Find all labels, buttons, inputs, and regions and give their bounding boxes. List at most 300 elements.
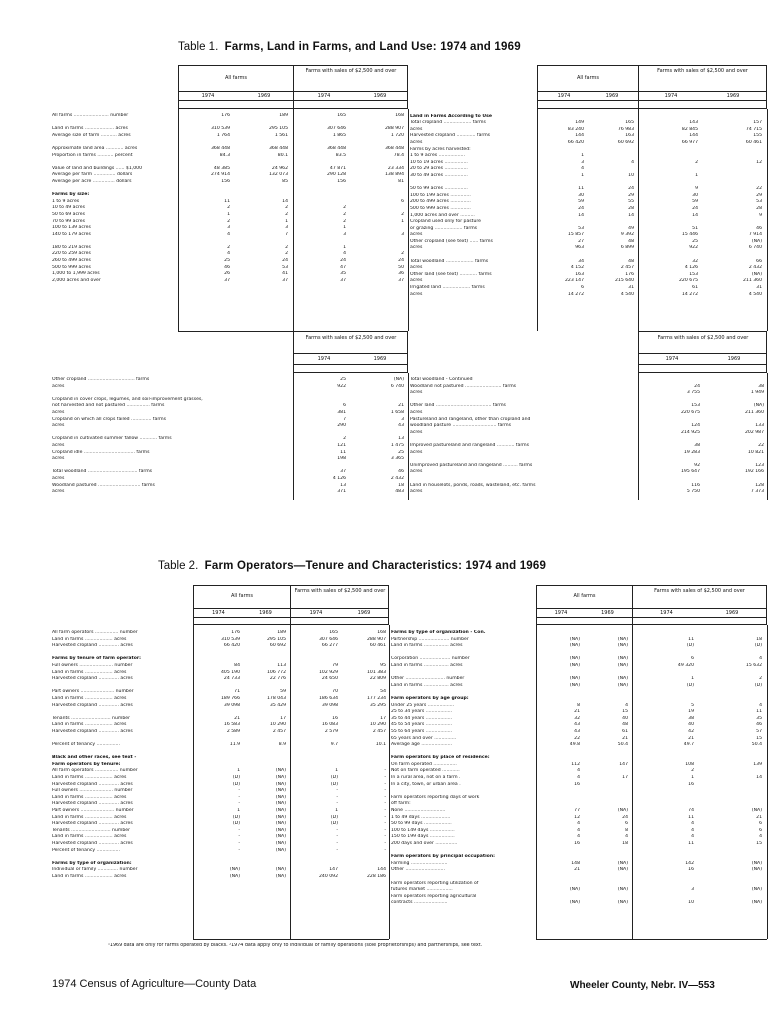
table-cell: 79 [332, 662, 338, 668]
table-cell: 6 [759, 821, 762, 827]
table-cell [636, 795, 694, 802]
table-cell: 47 871 [329, 165, 346, 171]
table-cell: Farm operators by age group: [391, 695, 469, 701]
table-cell: 25 [692, 238, 698, 244]
table-cell: Pastureland and rangeland, other than cropland and [410, 416, 531, 422]
table-cell: 60 692 [269, 643, 286, 649]
table-cell: Percent of tenancy ................ [52, 847, 120, 853]
table-cell: 155 [753, 133, 762, 139]
table-cell: 11 [688, 814, 694, 820]
table-cell: 124 [691, 423, 700, 429]
t2-right-col2 [584, 630, 628, 907]
table-cell: 132 073 [269, 172, 288, 178]
table-cell: Farm operators by principal occupation: [391, 854, 495, 860]
table-cell: Land in farms ................... acres [52, 834, 127, 840]
table-cell: (NA) [617, 656, 628, 662]
table-cell: 202 987 [745, 429, 764, 435]
table-cell: 37 [224, 277, 230, 283]
table-cell [52, 749, 192, 756]
table-cell: 220 675 [679, 278, 698, 284]
table-cell [340, 749, 386, 756]
table-cell [584, 801, 628, 808]
table-cell: 133 [755, 423, 764, 429]
table-cell: Farm operators by place of residence: [391, 755, 490, 761]
table-cell: (NA) [617, 643, 628, 649]
table-cell: 2 [759, 676, 762, 682]
table-cell: 24 [398, 258, 404, 264]
table-cell: Land in farms ................... acres [52, 669, 127, 675]
table-cell: Land in houselots, ponds, roads, wasteland, etc. farms [410, 482, 536, 488]
table-cell: (NA) [275, 814, 286, 820]
table-cell: acres [52, 456, 65, 462]
table-cell: 78.4 [393, 152, 404, 158]
table-cell: (NA) [275, 834, 286, 840]
table-cell: 2 [401, 211, 404, 217]
table-cell: 1 [691, 676, 694, 682]
table-cell [340, 755, 386, 762]
table-cell: - [336, 788, 338, 794]
table-cell: 116 [691, 482, 700, 488]
table-cell: (D) [330, 814, 338, 820]
table-cell: 4 [759, 656, 762, 662]
table-cell [636, 696, 694, 703]
table-cell [584, 650, 628, 657]
table-cell: 310 539 [221, 636, 240, 642]
table1-right-edge-r [767, 109, 768, 331]
table-cell [296, 397, 346, 404]
table-cell: 290 128 [327, 172, 346, 178]
table-cell: 211 360 [745, 409, 764, 415]
table-cell: 144 [575, 133, 584, 139]
table-cell [700, 854, 762, 861]
t2-year-a-sales: 1974 [309, 610, 323, 616]
table-cell: 22 809 [369, 676, 386, 682]
table-cell: 6 [581, 285, 584, 291]
table-cell [586, 107, 634, 114]
table-cell: 24 [628, 186, 634, 192]
table-cell [292, 861, 338, 868]
table-cell [350, 205, 404, 212]
table-cell [584, 881, 628, 888]
table-cell: Harvested cropland .............. acres [52, 728, 133, 734]
table-cell: 1 [237, 808, 240, 814]
table-cell: 240 092 [319, 873, 338, 879]
table-cell: 6 [401, 198, 404, 204]
t1-lower-left-rule2 [293, 364, 408, 365]
table-cell: 34 [578, 258, 584, 264]
table-cell: Average size of farm ........... acres [52, 132, 131, 138]
table-cell: Farming ......................... [391, 860, 448, 866]
table-cell [410, 397, 636, 404]
table-cell: 4 [691, 827, 694, 833]
table2-left-bottom [193, 939, 389, 940]
table-cell: Individual or family .............. number [52, 867, 138, 873]
table-cell: 11 [756, 709, 762, 715]
table-cell [242, 762, 286, 769]
table-cell: In a rural area, not on a farm . [391, 775, 461, 781]
table-cell: Tenants ........................... number [52, 827, 130, 833]
table-cell: 1 [237, 768, 240, 774]
table-cell: 16 [332, 715, 338, 721]
table-cell: 150 to 199 days ................. [391, 834, 455, 840]
table-cell [538, 689, 580, 696]
table-cell: (D) [754, 682, 762, 688]
table-cell: Not on farm operated ............ [391, 768, 460, 774]
table-cell: 8.9 [278, 742, 286, 748]
table-cell: futures market .................. [391, 887, 453, 893]
table-cell: (NA) [569, 900, 580, 906]
table-cell [296, 199, 346, 206]
table-cell [538, 881, 580, 888]
t2r-col-all-farms: All farms [573, 593, 596, 599]
table-cell: 37 [398, 277, 404, 283]
table-cell [296, 120, 346, 127]
table2-left-rule1 [193, 608, 389, 609]
table-cell: 14 272 [567, 291, 584, 297]
table-cell: 260 to 499 acres [52, 258, 91, 264]
table-cell: 101 383 [367, 669, 386, 675]
table-cell: 922 [689, 245, 698, 251]
table-cell: 21 [398, 403, 404, 409]
table-cell [538, 854, 580, 861]
t1-lower-left-labels [52, 377, 292, 496]
table-cell: (NA) [569, 643, 580, 649]
table-cell: 19 [688, 709, 694, 715]
table-cell: 295 105 [269, 126, 288, 132]
table2-title-prefix: Table 2. [158, 560, 199, 572]
table-cell: 307 646 [327, 126, 346, 132]
table-cell: not harvested and not pastured ................ farms [52, 403, 165, 409]
table-cell: 5 [691, 702, 694, 708]
table-cell: 11 [340, 449, 346, 455]
table-cell: 9 [695, 186, 698, 192]
table-cell [700, 696, 762, 703]
table-cell: 80.1 [277, 152, 288, 158]
table-cell: 71 [234, 689, 240, 695]
table-cell: 30 to 49 acres ................ [410, 172, 468, 178]
table1-title-main: Farms, Land in Farms, and Land Use: 1974 and 1969 [224, 41, 521, 53]
table-cell: 6 740 [390, 383, 404, 389]
table-cell: 3 [401, 231, 404, 237]
table-cell: 59 [280, 689, 286, 695]
table-cell [196, 656, 240, 663]
table1-right-divider [638, 65, 639, 331]
table-cell: - [336, 794, 338, 800]
table-cell: - [238, 847, 240, 853]
table-cell [234, 120, 288, 127]
table-cell [538, 650, 580, 657]
table-cell: 1 764 [216, 132, 230, 138]
table-cell: (D) [232, 814, 240, 820]
table-cell: 2 [227, 218, 230, 224]
table-cell: Land in farms ................... acres [52, 636, 127, 642]
table-cell: (NA) [753, 403, 764, 409]
table-cell [584, 689, 628, 696]
table-cell [340, 650, 386, 657]
table-cell: - [384, 821, 386, 827]
table-cell: 22 776 [269, 676, 286, 682]
table-cell: 28 [628, 205, 634, 211]
table-cell: - [336, 827, 338, 833]
t1r-col-sales: Farms with sales of $2,500 and over [657, 68, 748, 74]
table-cell: Part owners ....................... number [52, 808, 134, 814]
table-cell: 8 [625, 827, 628, 833]
table-cell [704, 456, 764, 463]
t2-right-labels [391, 630, 535, 907]
table-cell [584, 696, 628, 703]
table-cell: (D) [686, 643, 694, 649]
table-cell: Value of land and buildings ...... $1,000 [52, 165, 142, 171]
table-cell: 12 [574, 814, 580, 820]
table-cell [540, 219, 584, 226]
table-cell: 95 [380, 662, 386, 668]
table-cell: 139 [753, 761, 762, 767]
table-cell [292, 854, 338, 861]
table-cell: 8 [577, 702, 580, 708]
table-cell: (NA) [569, 636, 580, 642]
table-cell [700, 670, 762, 677]
table-cell: 31 [628, 285, 634, 291]
table-cell [410, 252, 536, 259]
table-cell: (NA) [275, 768, 286, 774]
table-cell [242, 683, 286, 690]
table-cell [538, 874, 580, 881]
table-cell: acres [410, 409, 423, 415]
t2-year-a: 1974 [212, 610, 225, 616]
table-cell: 6 [691, 656, 694, 662]
table-cell: Other cropland ................................ farms [52, 377, 150, 382]
t1r-year-a-sales: 1974 [664, 93, 678, 99]
table-cell: 4 [227, 251, 230, 257]
table-cell: - [238, 788, 240, 794]
t2-left-labels [52, 630, 192, 881]
table-cell: (NA) [751, 887, 762, 893]
table-cell: 11 [688, 841, 694, 846]
table-cell: acres [410, 139, 423, 145]
table-cell: - [336, 801, 338, 807]
table-cell: 29 [756, 192, 762, 198]
table-cell: 82 845 [681, 126, 698, 132]
table-cell [584, 755, 628, 762]
table-cell [52, 650, 192, 657]
table-cell [584, 854, 628, 861]
table-cell: 922 [337, 383, 346, 389]
table-cell [584, 894, 628, 901]
table-cell [700, 650, 762, 657]
t1-lower-left-edge-r [408, 373, 409, 500]
table-cell: acres [410, 291, 423, 297]
table-cell: 28 [756, 205, 762, 211]
table-cell: 1 [695, 172, 698, 178]
table-cell: - [384, 794, 386, 800]
table-cell: - [384, 808, 386, 814]
table-cell [704, 377, 764, 384]
table-cell: Land in farms ................... acres [52, 775, 127, 781]
table-cell [700, 749, 762, 756]
table-cell: Farms by type of organization - Con. [391, 630, 486, 635]
table-cell: (NA) [751, 238, 762, 244]
table-cell: 48 385 [213, 165, 230, 171]
table-cell: 189 [279, 113, 288, 118]
table-cell [540, 114, 584, 121]
table-cell: 138 894 [385, 172, 404, 178]
table-cell: 4 [577, 775, 580, 781]
table2-right-bottom [536, 939, 767, 940]
table-cell: Harvested cropland .............. acres [52, 643, 133, 649]
table-cell: 1 to 9 acres [52, 198, 80, 204]
table2-footnote: ¹1969 data are only for farms operated by blacks. ²1974 data apply only to individual or family operations (sole proprietorships) and partnerships, see text. [108, 943, 483, 948]
table-cell [196, 650, 240, 657]
table-cell: (NA) [751, 867, 762, 873]
table-cell: (D) [754, 643, 762, 649]
table-cell [242, 749, 286, 756]
table-cell: - [384, 827, 386, 833]
table-cell [538, 788, 580, 795]
table-cell: 85 [282, 178, 288, 184]
table-cell: (NA) [617, 676, 628, 682]
table-cell: 4 [625, 702, 628, 708]
table-cell: 17 [280, 715, 286, 721]
table-cell [586, 147, 634, 154]
table-cell [242, 650, 286, 657]
table-cell: 307 646 [319, 636, 338, 642]
table-cell: 60 692 [617, 139, 634, 145]
t1-col-all-farms: All farms [224, 75, 248, 81]
table-cell: 50 to 69 acres [52, 211, 86, 217]
table-cell: - [336, 847, 338, 853]
table-cell [242, 736, 286, 743]
table2-left-edge-r [389, 625, 390, 939]
table-cell [180, 186, 230, 193]
table-cell [640, 436, 700, 443]
table-cell: 6 [759, 827, 762, 833]
table-cell: 143 [689, 120, 698, 126]
table-cell: Black and other races, see text - [52, 755, 137, 761]
table-cell: Total woodland .................................. farms [52, 469, 153, 475]
table-cell [292, 755, 338, 762]
table-cell: Farms by type of organization: [52, 860, 132, 866]
t2-year-b: 1969 [259, 610, 272, 616]
table-cell: 21 [574, 867, 580, 873]
table-cell: Farm operators by tenure: [52, 761, 121, 767]
table-cell: 156 [337, 178, 346, 184]
table2-right-rule2 [536, 617, 767, 618]
table-cell [292, 683, 338, 690]
table-cell [196, 755, 240, 762]
table-cell: - [336, 834, 338, 840]
table-cell: Land in farms ................... acres [52, 722, 127, 728]
table-cell [296, 159, 346, 166]
table-cell: 5 750 [686, 489, 700, 495]
table-cell: - [238, 794, 240, 800]
table-cell: 176 [625, 271, 634, 277]
table-cell: 1 [581, 172, 584, 178]
table-cell: 16 [574, 781, 580, 787]
table-cell: Land in farms .................... acres [52, 126, 128, 132]
table-cell: 48 [628, 258, 634, 264]
table-cell: 49 320 [677, 662, 694, 668]
table-cell [350, 120, 404, 127]
table-cell: 147 [329, 867, 338, 873]
table-cell: 1 [285, 218, 288, 224]
table-cell: 66 977 [681, 139, 698, 145]
table-cell [296, 430, 346, 437]
table-cell [640, 180, 698, 187]
table-cell: acres [410, 265, 423, 271]
table-cell: 368 448 [385, 145, 404, 151]
table-cell: 92 [694, 462, 700, 468]
table-cell: 2 [227, 244, 230, 250]
table-cell: 310 539 [211, 126, 230, 132]
table-cell [700, 755, 762, 762]
table-cell: 165 [329, 630, 338, 635]
table-cell: 189 766 [221, 695, 240, 701]
table-cell: 32 [574, 715, 580, 721]
table-cell [538, 696, 580, 703]
t1-right-col4 [700, 107, 762, 298]
table-cell: 39 098 [223, 702, 240, 708]
table-cell [296, 139, 346, 146]
table-cell: On farm operated ................ [391, 761, 457, 767]
table-cell: 59 [692, 199, 698, 205]
table-cell: 180 to 219 acres [52, 244, 91, 250]
table-cell: (NA) [275, 827, 286, 833]
t1-lower-year-b: 1969 [373, 356, 387, 362]
table-cell: Cropland used only for pasture [410, 219, 482, 225]
table-cell: - [384, 775, 386, 781]
table-cell: 108 [685, 761, 694, 767]
table-cell [196, 736, 240, 743]
table-cell: 1 865 [332, 132, 346, 138]
t2-left-col4 [340, 630, 386, 881]
table-cell [586, 114, 634, 121]
table-cell [391, 874, 535, 881]
table-cell [700, 782, 762, 789]
table-cell [586, 180, 634, 187]
table-cell: (NA) [569, 887, 580, 893]
table-cell: 6 [625, 821, 628, 827]
table-cell: (NA) [751, 808, 762, 814]
table-cell: acres [410, 126, 423, 132]
t1-year-b: 1969 [257, 93, 271, 99]
table1-left-edge-r [408, 109, 409, 331]
table-cell: Harvested cropland .............. acres [52, 781, 133, 787]
table-cell: 9 [759, 212, 762, 218]
table-cell: Percent of tenancy ................ [52, 742, 120, 748]
table-cell: 6 899 [620, 245, 634, 251]
table-cell: 211 360 [743, 278, 762, 284]
table-cell: 4 [625, 834, 628, 840]
table-cell [704, 436, 764, 443]
table-cell [636, 854, 694, 861]
table-cell [234, 192, 288, 199]
t1-year-a-sales: 1974 [317, 93, 331, 99]
table-cell: 16 [574, 841, 580, 846]
table-cell [410, 180, 536, 187]
table-cell [700, 252, 762, 259]
table-cell: (NA) [569, 662, 580, 668]
table-cell [640, 219, 698, 226]
table-cell: Full owners ....................... number [52, 788, 133, 794]
table-cell: 50.4 [617, 742, 628, 748]
table-cell: 368 448 [269, 145, 288, 151]
table-cell: 176 [231, 630, 240, 635]
t1-year-b-sales: 1969 [373, 93, 387, 99]
t2r-year-a-sales: 1974 [660, 610, 673, 616]
table-cell: 46 [756, 225, 762, 231]
table-cell: - [238, 801, 240, 807]
table-cell: 19 283 [683, 449, 700, 455]
